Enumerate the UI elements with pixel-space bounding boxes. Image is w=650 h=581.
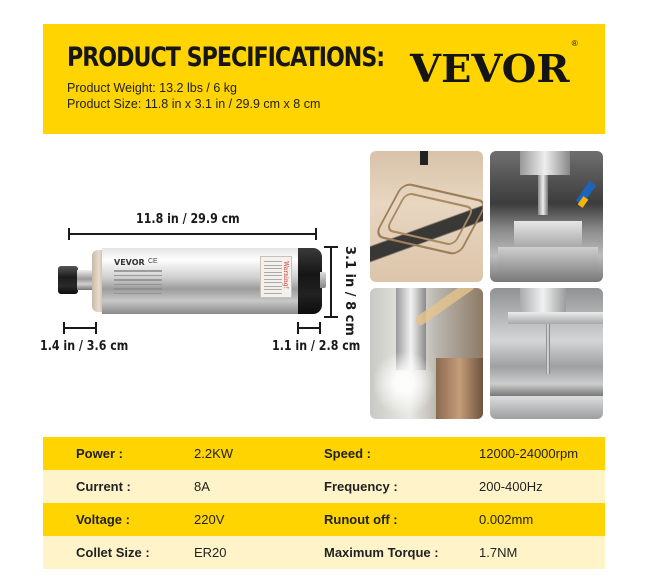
- diameter-dimension-line: [330, 246, 332, 318]
- spindle-motor-image: [58, 246, 328, 318]
- spec-value: 200-400Hz: [479, 479, 543, 494]
- machine-table: [490, 384, 603, 396]
- router-bit: [420, 151, 428, 165]
- front-tick-right: [95, 322, 97, 334]
- registered-mark: ®: [571, 39, 578, 49]
- warning-sticker: [260, 256, 292, 298]
- spec-row: [43, 437, 605, 470]
- spec-label: Current :: [76, 479, 131, 494]
- coolant-splash: [374, 348, 434, 418]
- front-shaft-label: 1.4 in / 3.6 cm: [40, 339, 129, 354]
- end-mill: [538, 175, 548, 215]
- mill-head: [520, 151, 570, 175]
- spec-label: Speed :: [324, 446, 371, 461]
- nameplate-lines: [114, 270, 162, 297]
- header-banner: [43, 24, 605, 134]
- spec-value: 8A: [194, 479, 210, 494]
- head-plate: [508, 312, 603, 324]
- spec-label: Voltage :: [76, 512, 130, 527]
- spec-value: 0.002mm: [479, 512, 534, 527]
- product-size: Product Size: 11.8 in x 3.1 in / 29.9 cm x 8 cm: [67, 97, 321, 111]
- spec-label: Power :: [76, 446, 123, 461]
- drilling-photo: [490, 288, 603, 419]
- front-tick-left: [63, 322, 65, 334]
- vevor-logo: [410, 39, 578, 91]
- rear-shaft: [320, 272, 326, 288]
- warning-text: Warning!: [282, 261, 289, 289]
- length-dimension-line: [68, 233, 316, 235]
- spec-value: 220V: [194, 512, 225, 527]
- spec-label: Collet Size :: [76, 545, 150, 560]
- spec-label: Maximum Torque :: [324, 545, 439, 560]
- length-tick-right: [315, 228, 317, 240]
- spec-table: [43, 437, 605, 569]
- spec-value: ER20: [194, 545, 227, 560]
- spec-label: Runout off :: [324, 512, 398, 527]
- spindle-end-cap: [298, 248, 322, 314]
- spec-label: Frequency :: [324, 479, 398, 494]
- workpiece: [436, 358, 483, 419]
- front-shaft-dimension-line: [63, 327, 97, 329]
- ce-mark: CE: [148, 258, 158, 265]
- wood-carving-photo: [370, 151, 483, 282]
- diameter-tick-top: [324, 246, 338, 248]
- diameter-label: 3.1 in / 8 cm: [342, 246, 357, 336]
- page-title: PRODUCT SPECIFICATIONS:: [67, 42, 385, 73]
- spindle-body: [102, 248, 302, 314]
- body-brand-text: VEVOR: [114, 258, 145, 267]
- rear-shaft-dimension-line: [297, 327, 321, 329]
- spec-row: [43, 536, 605, 569]
- rear-tick-right: [319, 322, 321, 334]
- drill-head: [520, 288, 566, 312]
- drill-bit: [546, 324, 550, 374]
- product-weight: Product Weight: 13.2 lbs / 6 kg: [67, 81, 238, 95]
- length-tick-left: [68, 228, 70, 240]
- spec-row: [43, 470, 605, 503]
- diameter-tick-bottom: [324, 316, 338, 318]
- rear-shaft-label: 1.1 in / 2.8 cm: [272, 339, 361, 354]
- spec-value: 12000-24000rpm: [479, 446, 579, 461]
- collet-nut: [58, 266, 78, 294]
- rear-tick-left: [297, 322, 299, 334]
- spec-value: 2.2KW: [194, 446, 234, 461]
- spec-row: [43, 503, 605, 536]
- logo-text: VEVOR: [410, 46, 570, 91]
- metal-block: [514, 221, 582, 247]
- vise: [498, 247, 598, 281]
- metal-milling-photo: [490, 151, 603, 282]
- spec-value: 1.7NM: [479, 545, 518, 560]
- coolant-milling-photo: [370, 288, 483, 419]
- length-label: 11.8 in / 29.9 cm: [136, 212, 240, 227]
